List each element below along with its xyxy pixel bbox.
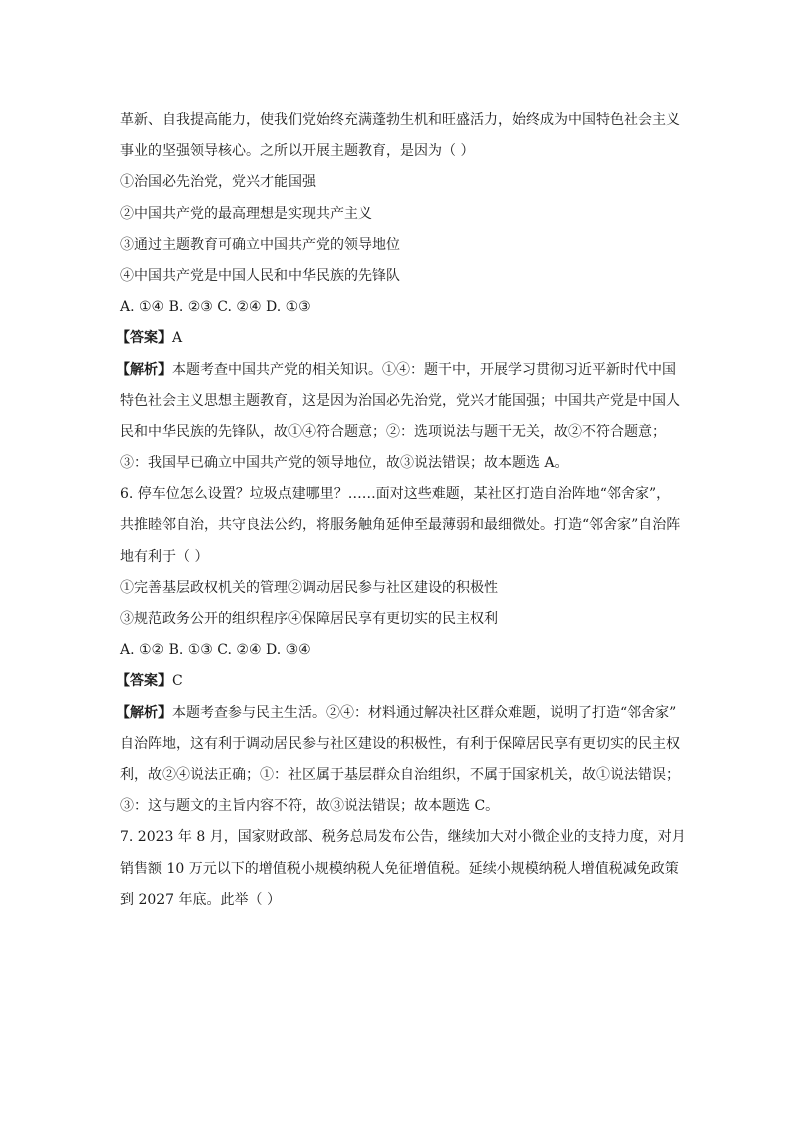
q6-options-3-4: ③规范政务公开的组织程序④保障居民享有更切实的民主权利 — [120, 611, 498, 627]
q5-stem-line-2: 事业的坚强领导核心。之所以开展主题教育，是因为（ ） — [120, 143, 475, 160]
q7-stem-line-3: 到 2027 年底。此举（ ） — [120, 891, 281, 908]
q5-option-1: ①治国必先治党，党兴才能国强 — [120, 174, 316, 191]
q6-stem-line-1: 6. 停车位怎么设置？垃圾点建哪里？……面对这些难题，某社区打造自治阵地“邻舍家”， — [120, 486, 671, 503]
answer-value: C — [172, 673, 183, 690]
document-page — [116, 110, 686, 921]
q6-analysis-line-2: 自治阵地，这有利于调动居民参与社区建设的积极性，有利于保障居民享有更切实的民主权 — [120, 735, 680, 752]
q7-stem-line-1: 7. 2023 年 8 月，国家财政部、税务总局发布公告，继续加大对小微企业的支持力度，对月 — [120, 829, 686, 846]
q6-stem-line-2: 共推睦邻自治，共守良法公约，将服务触角延伸至最薄弱和最细微处。打造“邻舍家”自治阵 — [120, 517, 681, 534]
q7-stem-line-2: 销售额 10 万元以下的增值税小规模纳税人免征增值税。延续小规模纳税人增值税减免政策 — [120, 860, 679, 877]
q6-stem-line-3: 地有利于（ ） — [120, 548, 209, 565]
q5-analysis-line-1 — [116, 360, 680, 391]
q6-analysis-line-3: 利，故②④说法正确；①：社区属于基层群众自治组织，不属于国家机关，故①说法错误； — [120, 766, 680, 783]
answer-label: 【答案】 — [116, 673, 172, 690]
analysis-label: 【解析】 — [116, 704, 172, 721]
q6-choices: A. ①② B. ①③ C. ②④ D. ③④ — [120, 642, 311, 659]
q6-analysis-line-1 — [116, 703, 680, 734]
q5-option-3: ③通过主题教育可确立中国共产党的领导地位 — [120, 236, 400, 253]
q5-choices: A. ①④ B. ②③ C. ②④ D. ①③ — [120, 299, 311, 316]
answer-label: 【答案】 — [116, 330, 172, 347]
q5-stem-line-1: 革新、自我提高能力，使我们党始终充满蓬勃生机和旺盛活力，始终成为中国特色社会主义 — [120, 112, 680, 128]
q5-option-2: ②中国共产党的最高理想是实现共产主义 — [120, 205, 372, 222]
q6-analysis-line-4: ③：这与题文的主旨内容不符，故③说法错误；故本题选 C。 — [120, 798, 500, 815]
q5-analysis-line-4: ③：我国早已确立中国共产党的领导地位，故③说法错误；故本题选 A。 — [120, 455, 569, 472]
answer-value: A — [172, 330, 183, 347]
q6-answer — [116, 671, 680, 702]
analysis-text: 本题考查中国共产党的相关知识。①④：题干中，开展学习贯彻习近平新时代中国 — [172, 361, 676, 378]
q5-analysis-line-3: 民和中华民族的先锋队，故①④符合题意；②：选项说法与题干无关，故②不符合题意； — [120, 423, 666, 440]
q6-options-1-2: ①完善基层政权机关的管理②调动居民参与社区建设的积极性 — [120, 579, 498, 596]
q5-option-4: ④中国共产党是中国人民和中华民族的先锋队 — [120, 267, 400, 284]
q5-analysis-line-2: 特色社会主义思想主题教育，这是因为治国必先治党，党兴才能国强；中国共产党是中国人 — [120, 392, 680, 409]
analysis-label: 【解析】 — [116, 361, 172, 378]
q5-answer — [116, 328, 680, 359]
analysis-text: 本题考查参与民主生活。②④：材料通过解决社区群众难题，说明了打造“邻舍家” — [172, 704, 677, 721]
